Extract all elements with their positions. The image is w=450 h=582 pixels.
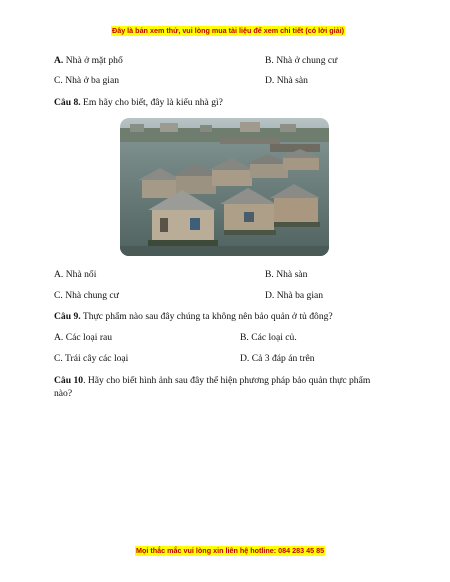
q7-option-d: D. Nhà sàn: [265, 75, 308, 86]
q8-text: Em hãy cho biết, đây là kiểu nhà gì?: [80, 97, 223, 108]
q9-text: Thực phẩm nào sau đây chúng ta không nên bảo quản ở tủ đông?: [80, 311, 333, 322]
q7-option-c: C. Nhà ở ba gian: [54, 75, 120, 86]
q7-option-a-text: Nhà ở mặt phố: [63, 55, 123, 66]
q9-option-d: D. Cả 3 đáp án trên: [240, 353, 315, 364]
q10-number: Câu 10: [54, 375, 84, 386]
q8-option-b: B. Nhà sàn: [265, 269, 308, 280]
q10-text-line2: nào?: [54, 388, 73, 399]
q9-option-a: A. Các loại rau: [54, 332, 113, 343]
q10-question: [54, 375, 370, 387]
q8-question: [54, 97, 223, 109]
q8-option-c: C. Nhà chung cư: [54, 290, 119, 301]
q9-number: Câu 9.: [54, 311, 81, 322]
q7-option-b: B. Nhà ở chung cư: [265, 55, 338, 66]
q9-option-b: B. Các loại củ.: [240, 332, 297, 343]
q9-question: [54, 311, 333, 323]
q8-number: Câu 8.: [54, 97, 81, 108]
preview-notice-banner: Đây là bản xem thử, vui lòng mua tài liệu để xem chi tiết (có lời giải): [112, 26, 344, 35]
q8-option-a: A. Nhà nổi: [54, 269, 97, 280]
q7-option-a: [54, 55, 123, 67]
hotline-footer-banner: Mọi thắc mắc vui lòng xin liên hệ hotline: 084 283 45 85: [136, 546, 325, 555]
q8-option-d: D. Nhà ba gian: [265, 290, 324, 301]
q7-option-a-letter: A.: [54, 55, 64, 66]
q9-option-c: C. Trái cây các loại: [54, 353, 129, 364]
q10-text-line1: . Hãy cho biết hình ảnh sau đây thể hiện phương pháp bảo quản thực phẩm: [83, 375, 371, 386]
floating-houses-photo: [120, 118, 329, 256]
